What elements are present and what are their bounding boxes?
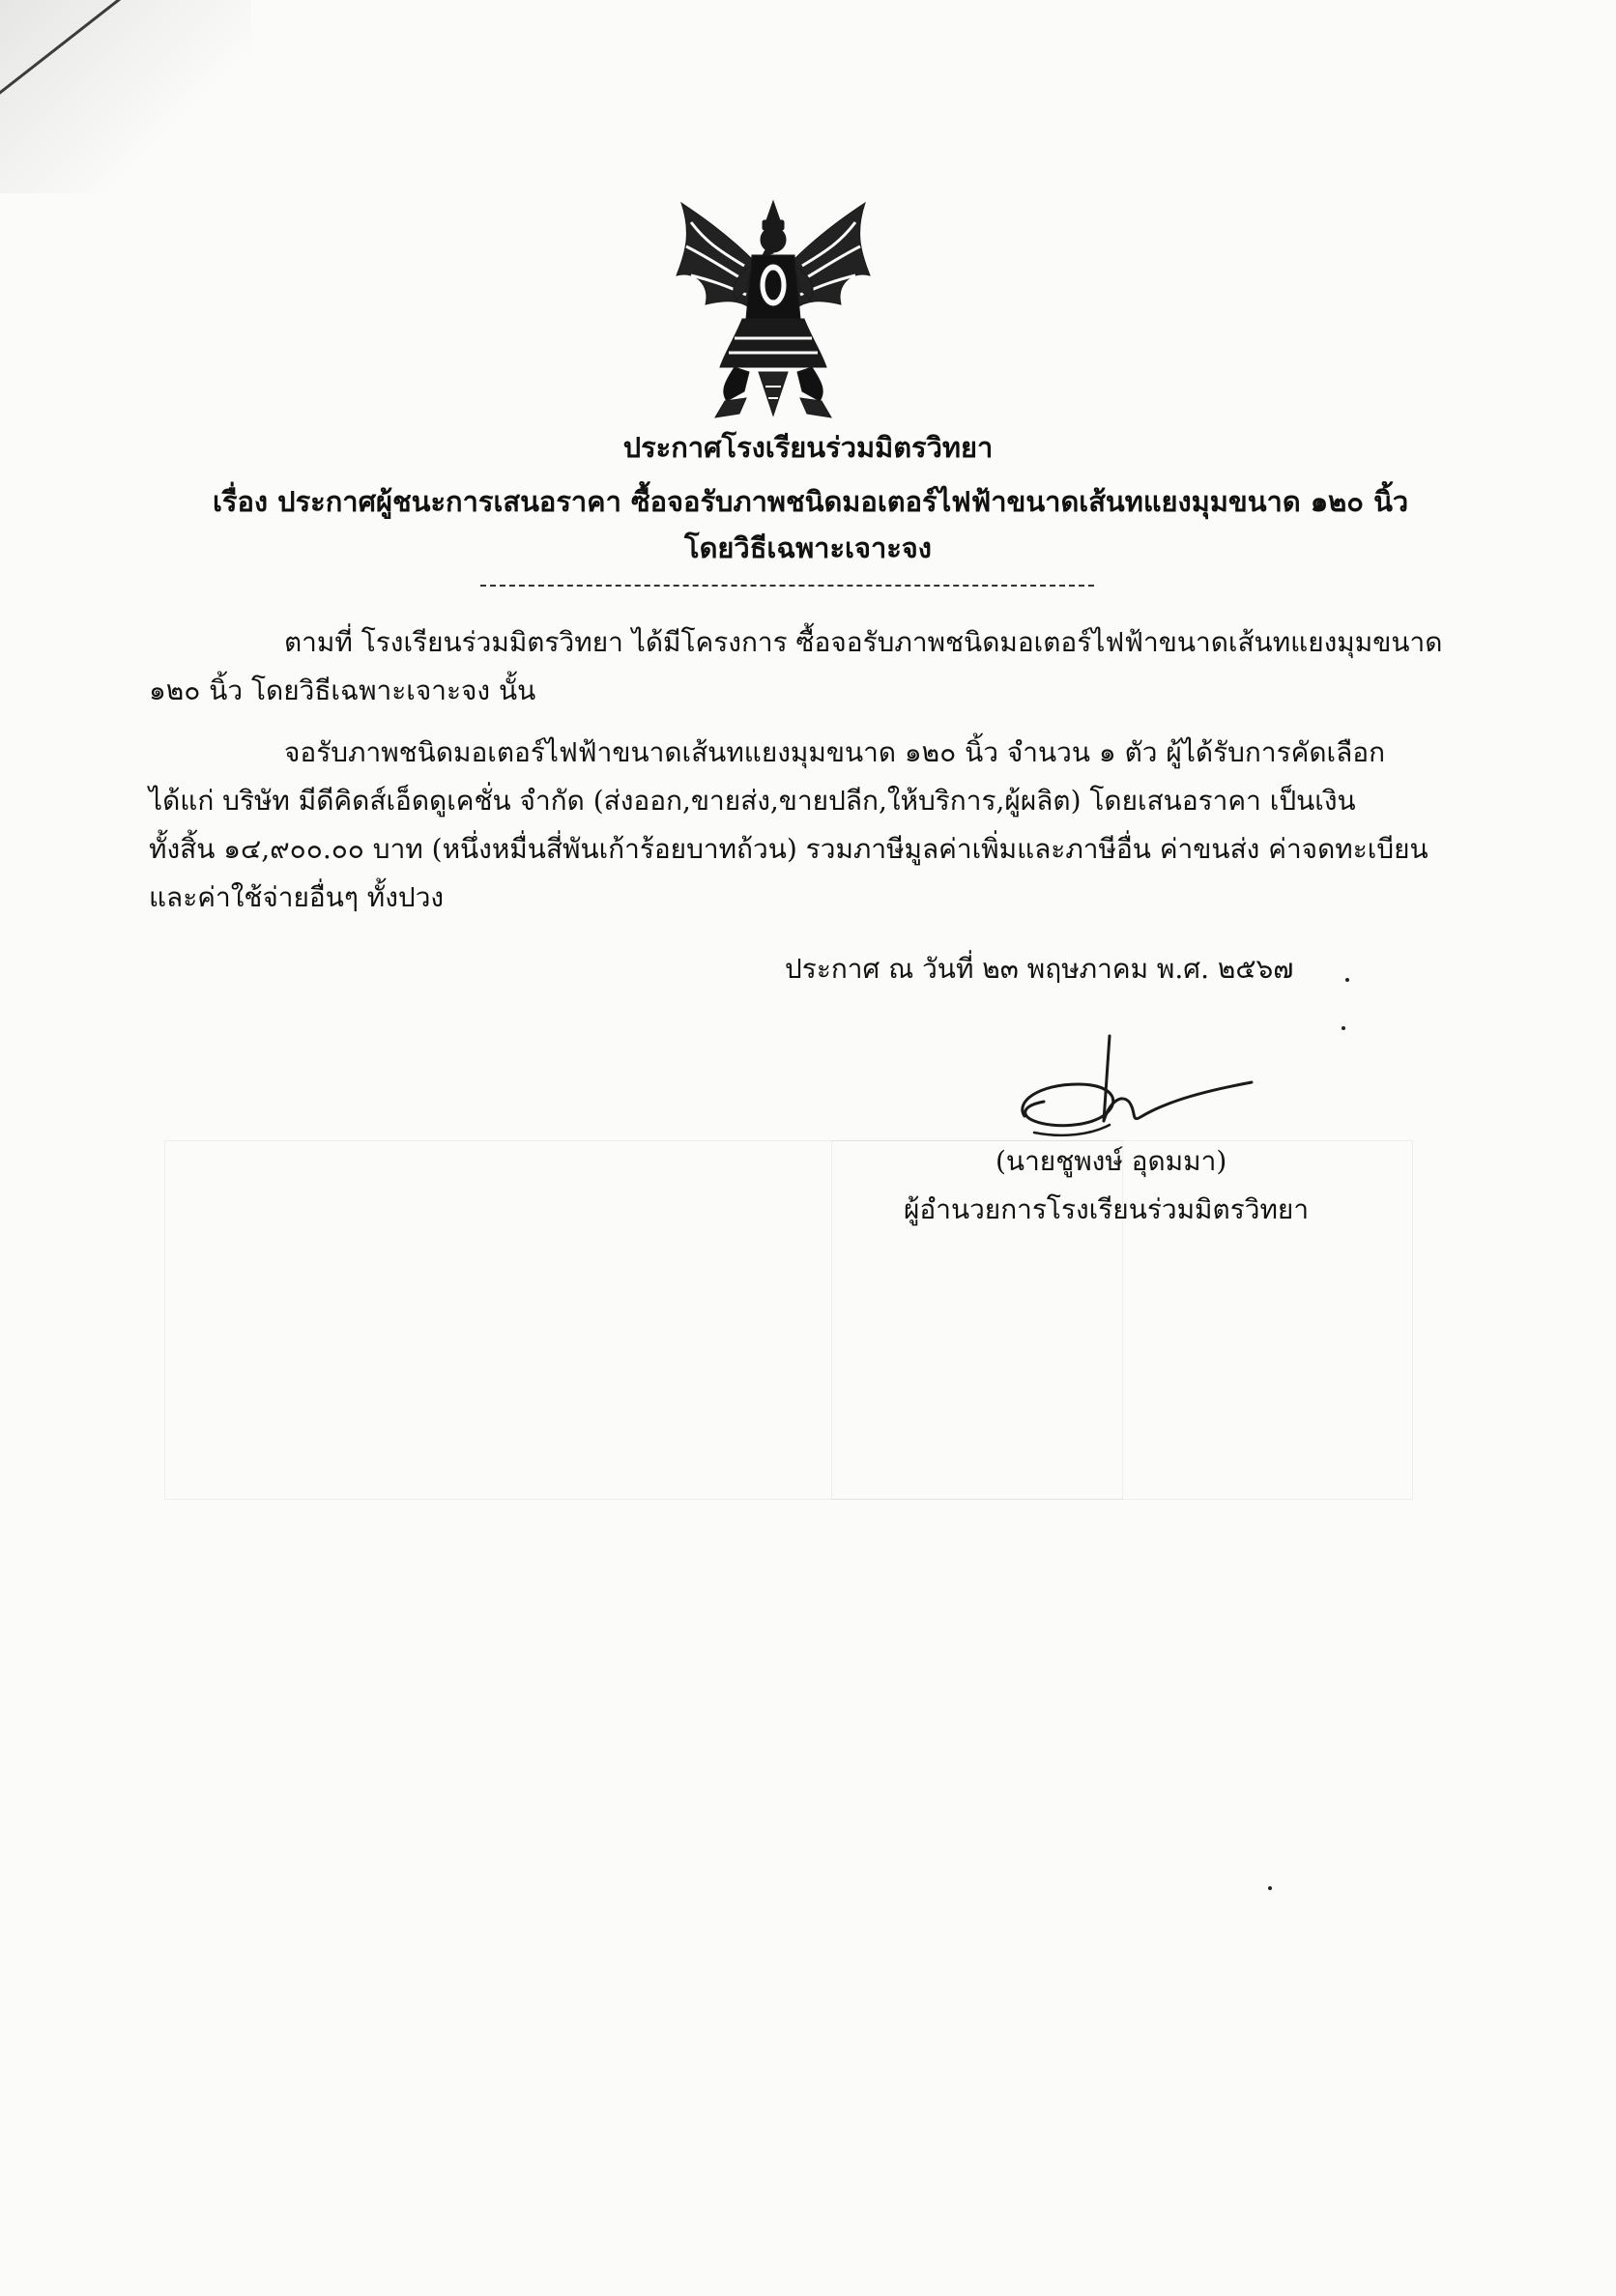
paragraph-2-line-2: ได้แก่ บริษัท มีดีคิดส์เอ็ดดูเคชั่น จำกัด (ส่งออก,ขายส่ง,ขายปลีก,ให้บริการ,ผู้ผลิต) โดยเสนอราคา เป็นเงิน [149, 785, 1356, 817]
paragraph-2-line-4: และค่าใช้จ่ายอื่นๆ ทั้งปวง [149, 881, 445, 913]
stray-mark [1342, 1026, 1345, 1030]
signer-name: (นายชูพงษ์ อุดมมา) [996, 1145, 1227, 1177]
announcement-title [0, 425, 1616, 470]
announcement-date: ประกาศ ณ วันที่ ๒๓ พฤษภาคม พ.ศ. ๒๕๖๗ [785, 953, 1294, 985]
announcement-subject: เรื่อง ประกาศผู้ชนะการเสนอราคา ซื้อจอรับภาพชนิดมอเตอร์ไฟฟ้าขนาดเส้นทแยงมุมขนาด ๑๒๐ นิ้ว [213, 485, 1409, 518]
paragraph-1-line-1: ตามที่ โรงเรียนร่วมมิตรวิทยา ได้มีโครงการ ซื้อจอรับภาพชนิดมอเตอร์ไฟฟ้าขนาดเส้นทแยงมุมขนาด [284, 626, 1443, 658]
title-text: ประกาศโรงเรียนร่วมมิตรวิทยา [622, 431, 994, 464]
section-divider [480, 585, 1094, 587]
paragraph-1-line-2: ๑๒๐ นิ้ว โดยวิธีเฉพาะเจาะจง นั้น [149, 674, 536, 706]
paragraph-2-line-3: ทั้งสิ้น ๑๔,๙๐๐.๐๐ บาท (หนึ่งหมื่นสี่พันเก้าร้อยบาทถ้วน) รวมภาษีมูลค่าเพิ่มและภาษีอื่น ค่าขนส่ง ค่าจดทะเบียน [149, 833, 1428, 865]
paragraph-2-line-1: จอรับภาพชนิดมอเตอร์ไฟฟ้าขนาดเส้นทแยงมุมขนาด ๑๒๐ นิ้ว จำนวน ๑ ตัว ผู้ได้รับการคัดเลือก [284, 736, 1386, 768]
bleed-through-column [831, 1140, 1123, 1500]
announcement-method: โดยวิธีเฉพาะเจาะจง [684, 531, 932, 564]
folded-corner-shade [0, 0, 251, 193]
handwritten-signature [996, 1024, 1266, 1150]
stray-mark [1268, 1886, 1272, 1890]
signer-title: ผู้อำนวยการโรงเรียนร่วมมิตรวิทยา [904, 1193, 1310, 1225]
garuda-emblem-icon [667, 193, 880, 425]
bleed-through-table [164, 1140, 1413, 1500]
stray-mark [1345, 978, 1349, 982]
